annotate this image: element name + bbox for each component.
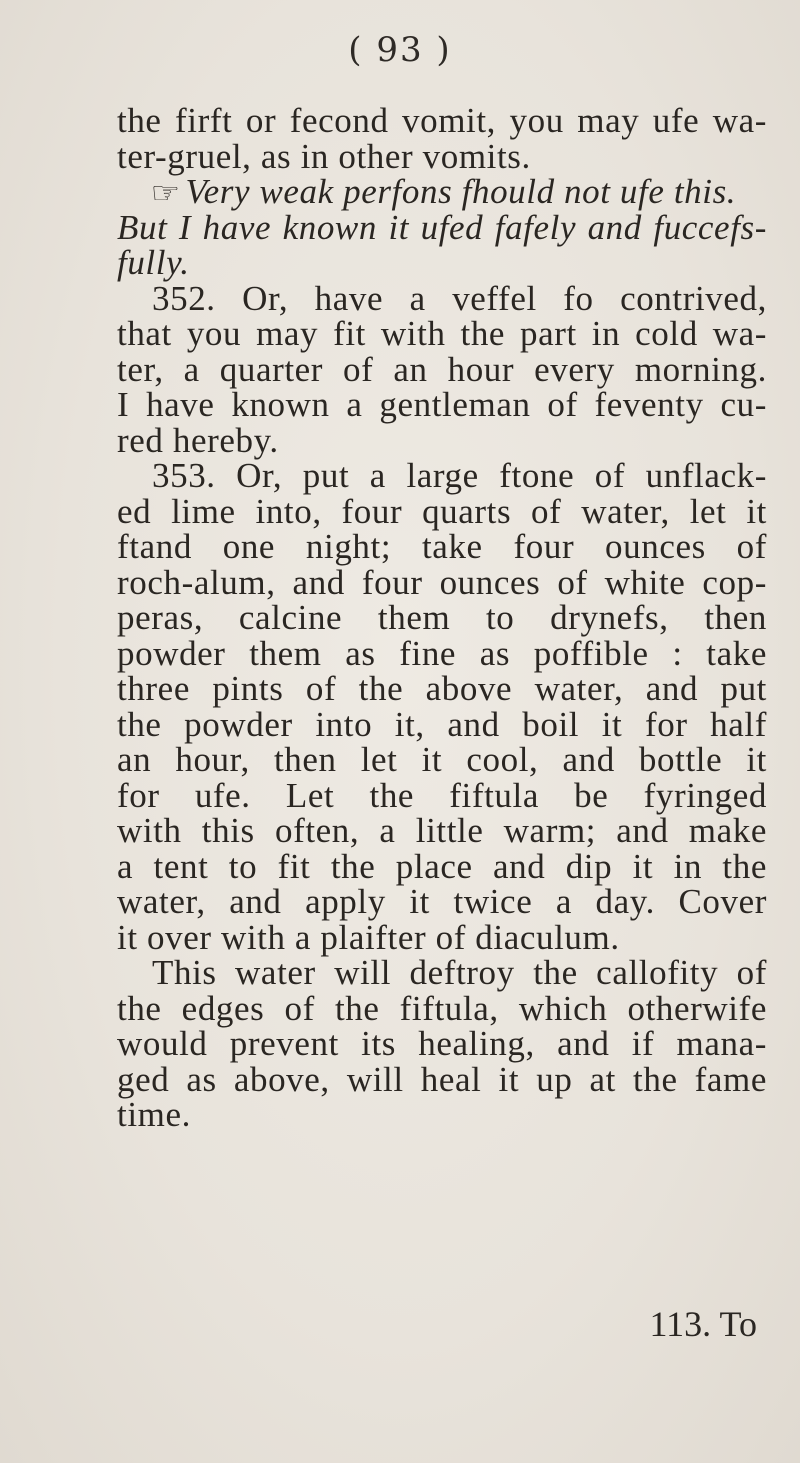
text-line-content: the edges of the fiftula, which otherwife [117, 988, 767, 1028]
text-line-content: an hour, then let it cool, and bottle it [117, 740, 767, 779]
text-line-content: the firft or fecond vomit, you may ufe wa- [117, 101, 767, 140]
text-line [117, 813, 767, 849]
text-line-content: three pints of the above water, and put [117, 669, 767, 708]
text-line-content: that you may fit with the part in cold wa- [117, 314, 767, 353]
text-line [117, 458, 767, 494]
text-line [117, 775, 767, 815]
text-line-content: roch-alum, and four ounces of white cop- [117, 562, 767, 602]
text-line [117, 988, 767, 1028]
text-line [117, 278, 767, 318]
text-line-content: ter-gruel, as in other vomits. [117, 136, 531, 176]
text-line-content: ged as above, will heal it up at the fame [117, 1059, 767, 1099]
text-line-content: ter, a quarter of an hour every morning. [117, 349, 767, 389]
text-line-content: for ufe. Let the fiftula be fyringed [117, 775, 767, 815]
text-line [117, 387, 767, 423]
text-line-content: But I have known it ufed fafely and fuccefs- [117, 207, 767, 247]
text-line [117, 420, 767, 460]
text-line [117, 1026, 767, 1062]
text-line-content: powder them as fine as poffible : take [117, 633, 767, 673]
text-line-content: peras, calcine them to drynefs, then [117, 598, 767, 637]
text-line-content: ed lime into, four quarts of water, let it [117, 491, 767, 531]
body-text [117, 103, 767, 1133]
text-line-content: a tent to fit the place and dip it in the [117, 846, 767, 886]
text-line [117, 884, 767, 920]
text-line [117, 491, 767, 531]
text-line-content: 353. Or, put a large ftone of unflack- [152, 456, 767, 495]
text-line [117, 529, 767, 565]
text-line-content: with this often, a little warm; and make [117, 811, 767, 850]
text-line-content: it over with a plaifter of diaculum. [117, 917, 620, 957]
text-line [117, 103, 767, 139]
text-line [117, 671, 767, 707]
text-line [117, 136, 767, 176]
text-line-content: the powder into it, and boil it for half [117, 704, 767, 744]
text-line [117, 917, 767, 957]
page-number: ( 93 ) [348, 30, 452, 70]
text-line [117, 562, 767, 602]
text-line-content: I have known a gentleman of feventy cu- [117, 385, 767, 424]
text-line-content: would prevent its healing, and if mana- [117, 1024, 767, 1063]
text-line [117, 742, 767, 778]
text-line-content: Very weak perfons fhould not ufe this. [185, 172, 737, 211]
text-line [117, 846, 767, 886]
text-line-content: 352. Or, have a veffel fo contrived, [152, 278, 767, 318]
text-line [117, 633, 767, 673]
text-line-content: red hereby. [117, 420, 279, 460]
text-line-content: time. [117, 1095, 191, 1134]
text-line [117, 600, 767, 636]
text-line [117, 245, 767, 281]
pointing-hand-icon: ☞ [150, 177, 181, 210]
text-line-content: This water will deftroy the callofity of [152, 953, 767, 992]
text-line [117, 704, 767, 744]
text-line [117, 207, 767, 247]
text-line [117, 955, 767, 991]
text-line [117, 316, 767, 352]
catchword: 113. To [649, 1304, 757, 1344]
text-line-content: fully. [117, 243, 190, 282]
text-line [117, 1059, 767, 1099]
text-line [117, 174, 767, 210]
text-line-content: water, and apply it twice a day. Cover [117, 882, 767, 921]
text-line-content: ftand one night; take four ounces of [117, 527, 767, 566]
text-line [117, 1097, 767, 1133]
text-line [117, 349, 767, 389]
